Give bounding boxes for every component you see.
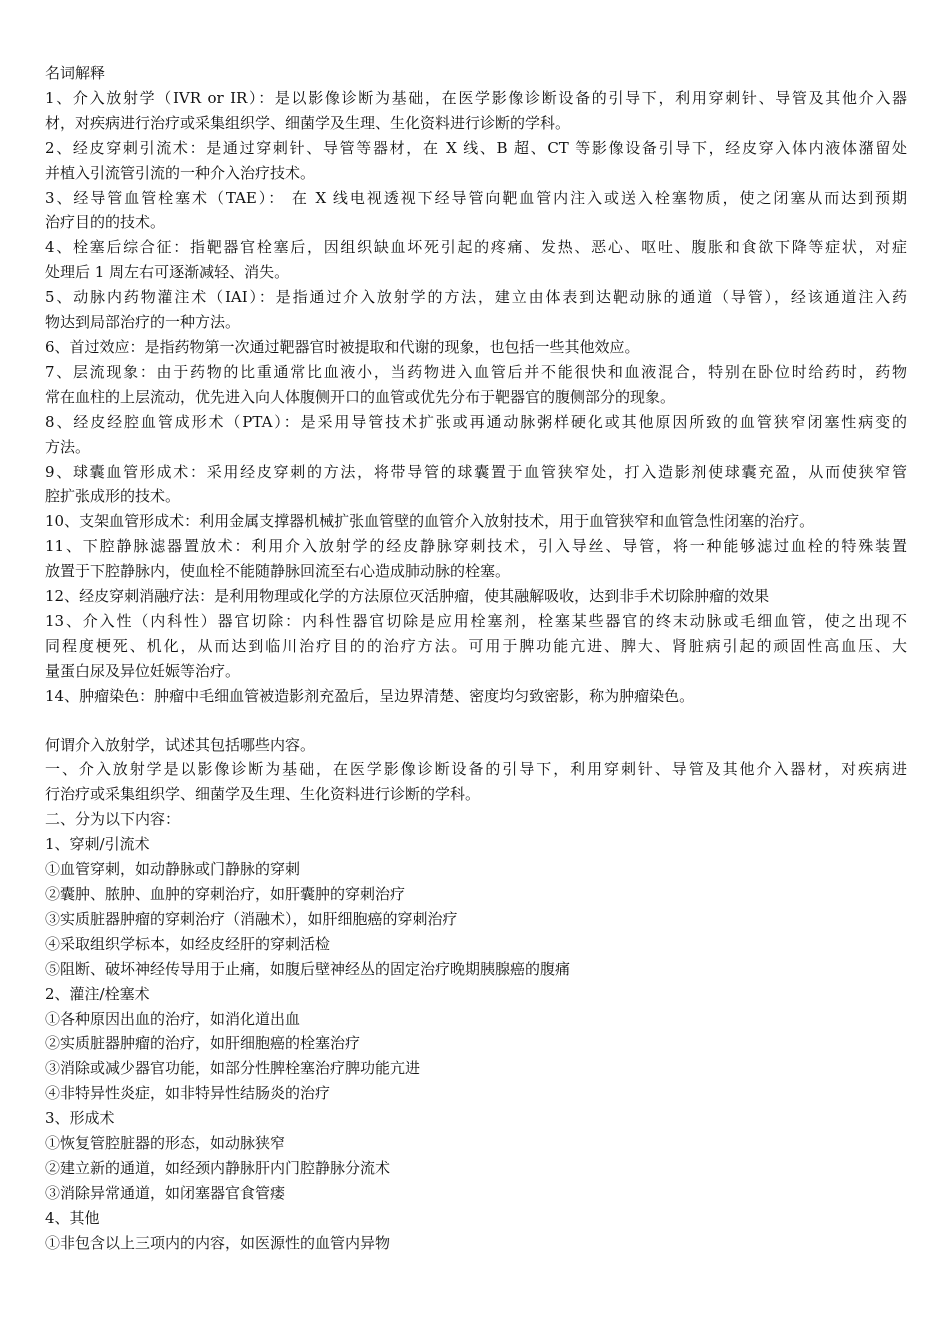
category-title: 3、形成术 [45, 1109, 115, 1128]
answer-part-1 [45, 757, 907, 807]
list-item: ④采取组织学标本，如经皮经肝的穿刺活检 [45, 934, 331, 953]
term-line: 放置于下腔静脉内，使血栓不能随静脉回流至右心造成肺动脉的栓塞。 [45, 562, 511, 581]
term-line: 6、首过效应：是指药物第一次通过靶器官时被提取和代谢的现象，也包括一些其他效应。 [45, 337, 640, 356]
term-9 [45, 460, 907, 510]
list-item: ②囊肿、脓肿、血肿的穿刺治疗，如肝囊肿的穿刺治疗 [45, 885, 406, 903]
list-item: ④非特异性炎症，如非特异性结肠炎的治疗 [45, 1084, 331, 1103]
term-2 [45, 136, 907, 186]
list-item: ①各种原因出血的治疗，如消化道出血 [45, 1009, 301, 1028]
term-10 [45, 509, 907, 534]
answer-line: 一、介入放射学是以影像诊断为基础，在医学影像诊断设备的引导下，利用穿刺针、导管及其他介入器材，对疾病进 [45, 760, 907, 779]
term-line: 3、经导管血管栓塞术（TAE）： 在 X 线电视透视下经导管向靶血管内注入或送入栓塞物质，使之闭塞从而达到预期 [45, 188, 907, 207]
term-line: 常在血柱的上层流动，优先进入向人体腹侧开口的血管或优先分布于靶器官的腹侧部分的现象。 [45, 387, 676, 406]
list-item: ①非包含以上三项内的内容，如医源性的血管内异物 [45, 1233, 391, 1252]
category-perfusion-embolization [45, 982, 907, 1107]
term-line: 2、经皮穿刺引流术：是通过穿刺针、导管等器材，在 X 线、B 超、CT 等影像设备引导下，经皮穿入体内液体潴留处 [45, 138, 907, 157]
term-1 [45, 86, 907, 136]
term-line: 4、栓塞后综合征：指靶器官栓塞后，因组织缺血坏死引起的疼痛、发热、恶心、呕吐、腹胀和食欲下降等症状，对症 [45, 238, 907, 257]
list-item: ⑤阻断、破坏神经传导用于止痛，如腹后壁神经丛的固定治疗晚期胰腺癌的腹痛 [45, 959, 571, 978]
list-item: ③消除异常通道，如闭塞器官食管瘘 [45, 1183, 286, 1202]
category-other [45, 1206, 907, 1256]
term-line: 5、动脉内药物灌注术（IAI）：是指通过介入放射学的方法，建立由体表到达靶动脉的通道（导管），经该通道注入药 [45, 288, 907, 307]
list-item: ①恢复管腔脏器的形态，如动脉狭窄 [45, 1134, 286, 1153]
answer-part-2-heading: 二、分为以下内容： [45, 810, 181, 829]
term-line: 12、经皮穿刺消融疗法：是利用物理或化学的方法原位灭活肿瘤，使其融解吸收，达到非手术切除肿瘤的效果 [45, 587, 770, 606]
term-line: 13、介入性（内科性）器官切除：内科性器官切除是应用栓塞剂，栓塞某些器官的终末动脉或毛细血管，使之出现不 [45, 611, 907, 630]
term-line: 7、层流现象：由于药物的比重通常比血液小，当药物进入血管后并不能很快和血液混合，特别在卧位时给药时，药物 [45, 362, 907, 381]
list-item: ②建立新的通道，如经颈内静脉肝内门腔静脉分流术 [45, 1158, 391, 1177]
term-4 [45, 235, 907, 285]
list-item: ②实质脏器肿瘤的治疗，如肝细胞癌的栓塞治疗 [45, 1034, 361, 1053]
category-title: 4、其他 [45, 1208, 100, 1227]
term-3 [45, 186, 907, 236]
term-14 [45, 684, 907, 709]
term-line: 处理后 1 周左右可逐渐减轻、消失。 [45, 263, 290, 282]
term-line: 方法。 [45, 437, 91, 456]
list-item: ③消除或减少器官功能，如部分性脾栓塞治疗脾功能亢进 [45, 1059, 421, 1078]
category-plasty [45, 1106, 907, 1206]
term-11 [45, 534, 907, 584]
term-13 [45, 609, 907, 684]
term-6 [45, 335, 907, 360]
term-line: 9、球囊血管形成术：采用经皮穿刺的方法，将带导管的球囊置于血管狭窄处，打入造影剂使球囊充盈，从而使狭窄管 [45, 462, 907, 481]
category-title: 1、穿刺/引流术 [45, 835, 150, 854]
list-item: ③实质脏器肿瘤的穿刺治疗（消融术），如肝细胞癌的穿刺治疗 [45, 909, 458, 928]
term-5 [45, 285, 907, 335]
term-7 [45, 360, 907, 410]
term-line: 10、支架血管形成术：利用金属支撑器机械扩张血管壁的血管介入放射技术，用于血管狭窄和血管急性闭塞的治疗。 [45, 512, 815, 531]
list-item: ①血管穿刺，如动静脉或门静脉的穿刺 [45, 860, 301, 879]
term-line: 8、经皮经腔血管成形术（PTA）：是采用导管技术扩张或再通动脉粥样硬化或其他原因所致的血管狭窄闭塞性病变的 [45, 412, 907, 431]
category-puncture-drainage [45, 832, 907, 981]
term-8 [45, 410, 907, 460]
term-line: 14、肿瘤染色：肿瘤中毛细血管被造影剂充盈后，呈边界清楚、密度均匀致密影，称为肿瘤染色。 [45, 686, 695, 705]
term-line: 材，对疾病进行治疗或采集组织学、细菌学及生理、生化资料进行诊断的学科。 [45, 113, 571, 132]
category-title: 2、灌注/栓塞术 [45, 984, 150, 1003]
term-line: 量蛋白尿及异位妊娠等治疗。 [45, 661, 241, 680]
section-heading-definitions: 名词解释 [45, 64, 106, 82]
term-line: 腔扩张成形的技术。 [45, 487, 181, 506]
section-spacer [45, 709, 907, 733]
question-heading: 何谓介入放射学，试述其包括哪些内容。 [45, 735, 316, 754]
answer-line: 行治疗或采集组织学、细菌学及生理、生化资料进行诊断的学科。 [45, 785, 481, 804]
term-line: 11、下腔静脉滤器置放术：利用介入放射学的经皮静脉穿刺技术，引入导丝、导管，将一种能够滤过血栓的特殊装置 [45, 537, 907, 556]
term-12 [45, 584, 907, 609]
term-line: 同程度梗死、机化，从而达到临川治疗目的的治疗方法。可用于脾功能亢进、脾大、肾脏病引起的顽固性高血压、大 [45, 636, 907, 655]
term-line: 治疗目的的技术。 [45, 213, 166, 232]
term-line: 1、介入放射学（IVR or IR）：是以影像诊断为基础，在医学影像诊断设备的引导下，利用穿刺针、导管及其他介入器 [45, 88, 907, 107]
term-line: 并植入引流管引流的一种介入治疗技术。 [45, 163, 316, 182]
document-page [45, 61, 907, 1256]
term-line: 物达到局部治疗的一种方法。 [45, 313, 241, 332]
